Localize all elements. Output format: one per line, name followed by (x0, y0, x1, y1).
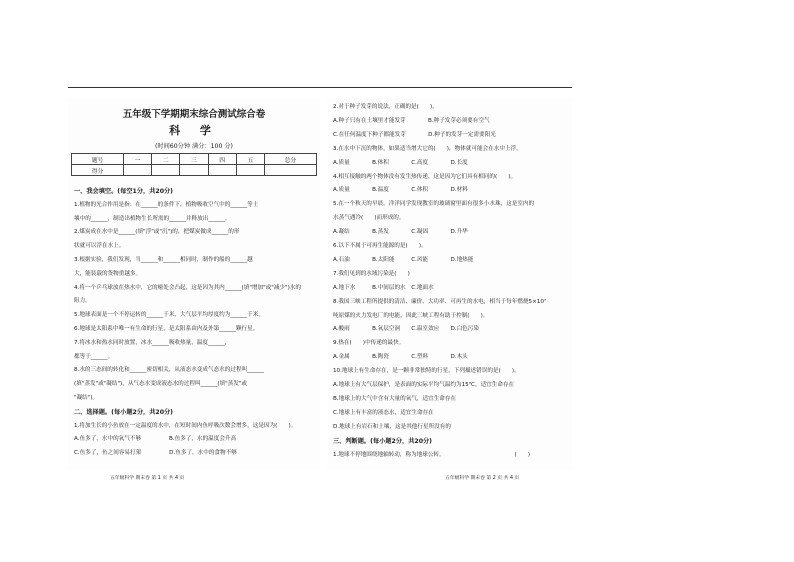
score-cell (208, 165, 236, 176)
question-line: 7.将冰水和热水同时放置，冰水______吸收热量，温度______， (74, 339, 231, 346)
question-line: 1.地球不停地围绕地轴转动，称为地球公转。 ( ) (333, 451, 531, 458)
question-line: 吨原煤的火力发电厂的电能，因此三峡工程有助于控制( )。 (333, 312, 489, 319)
question-line: 3.在水中下沉的物体，如果适当增大它的( )，物体就可能会在水中上浮。 (333, 145, 522, 152)
score-cell (152, 165, 180, 176)
time-info: (时间60分钟 满分：100 分) (155, 143, 233, 150)
question-line: 二、选择题。(每小题2分，共20分) (74, 408, 174, 416)
question-line: 5.地球表面是一个不停运转的______千米，大气层平均厚度约为______千米。 (74, 312, 264, 319)
subject-title: 科 学 (169, 124, 219, 137)
question-line: 8.水的三态间的转化和______密切相关，从液态水变成气态水的过程叫______ (74, 367, 264, 374)
question-line: 1.植物的光合作用是指：在______的条件下，植物吸收空气中的______等土 (74, 201, 259, 208)
question-line: A.质量 B.温度 C.体积 D.材料 (333, 187, 468, 194)
top-rule (68, 87, 572, 88)
footer-left: 五年级科学 期末卷 第 1 页 共 4 页 (110, 476, 185, 481)
question-line: A.石油 B.太阳能 C.风能 D.地热能 (333, 256, 474, 263)
question-line: 阻力。 (74, 298, 91, 305)
question-line: 大，能装载的货物重越多。 (74, 270, 142, 277)
question-line: 9.热在( )中传递的最快。 (333, 340, 405, 347)
question-line: 1.将加生长的小鱼放在一定温度的水中，在短时间内鱼呼吸次数会增多，这是因为( )。 (74, 422, 297, 429)
question-line: 6.以下不属于可再生能源的是( )。 (333, 243, 427, 249)
question-line: A.地下水 B.中间层的水 C.地面水 (333, 284, 434, 291)
score-cell: 三 (180, 154, 208, 165)
score-cell (124, 165, 152, 176)
question-line: 10.地球上有生命存在，是一颗非常独特的行星，下列描述错误的是( )。 (333, 368, 520, 375)
question-line: D.地球上有岩石和土壤，这是其他行星所没有的 (333, 423, 451, 430)
score-table (71, 153, 317, 176)
question-line: A.酸雨 B.氧层空洞 C.温室效应 D.白色污染 (333, 326, 479, 333)
score-cell: 二 (152, 154, 180, 165)
question-line: 水蒸气遇冷( )而形成的。 (333, 215, 405, 222)
question-line: 5.在一个秋天的早晨，洋洋同学发现教室的玻璃窗里面有很多小水珠，这是室内的 (333, 201, 535, 208)
score-cell: 总分 (264, 154, 316, 165)
question-line: 6.地球是太阳系中唯一有生命的行星，是太阳系由内及外第______颗行星。 (74, 326, 259, 332)
footer-right: 五年级科学 期末卷 第 2 页 共 4 页 (445, 476, 520, 481)
exam-title: 五年级下学期期末综合测试综合卷 (122, 109, 266, 120)
question-line: 4.将一个乒乓球放在热水中，它的瘪处会凸起，这是因为其内______(填"增加"或"减少")水的 (74, 284, 301, 291)
question-line: (填"蒸发"或"凝结")，从气态水变成液态水的过程叫______(填"蒸发"或 (74, 381, 248, 388)
question-line: A.凝结 B.蒸发 C.凝固 D.升华 (333, 229, 468, 236)
question-line: A.种子只有在土壤里才能发芽 B.种子发芽必须要有空气 (333, 117, 490, 124)
question-line: 都等于______。 (74, 353, 114, 360)
question-line: C.在任何温度下种子都能发芽 D.种子的发芽一定需要阳光 (333, 131, 496, 138)
question-line: 状就可以浮在水上。 (74, 243, 125, 250)
question-line: C.鱼多了，鱼之间容易打架 D.鱼多了，水中的食物不够 (74, 450, 237, 457)
question-line: 8.我国三峡工程所提供的清洁、廉价、大功率、可再生的水电，相当于每年燃烧5×10⁷ (333, 298, 547, 305)
score-cell (236, 165, 264, 176)
question-line: B.地球上的大气中含有大量的氧气，适宜生命存在 (333, 395, 457, 402)
score-cell (264, 165, 316, 176)
question-line: 3.根据实验，我们发现，当______和______相同时，制作的船的______越 (74, 257, 253, 263)
question-line: 三、判断题。(每小题2分，共20分) (333, 437, 433, 445)
score-cell: 一 (124, 154, 152, 165)
exam-page-left (68, 98, 320, 470)
question-line: A.金属 B.陶瓷 C.塑料 D.木头 (333, 354, 468, 361)
question-line: 一、我会填空。(每空1分，共20分) (74, 188, 174, 195)
question-line: 2.对于种子发芽的说法，正确的是( )。 (333, 104, 438, 110)
question-line: A.质量 B.体积 C.高度 D.长度 (333, 159, 468, 166)
score-cell: 四 (208, 154, 236, 165)
exam-page-right (327, 98, 572, 470)
score-cell: 五 (236, 154, 264, 165)
score-table-score-row (72, 165, 317, 176)
question-line: 4.相互接触的两个物体没有发生热传递，这是因为它们具有相同的( )。 (333, 173, 517, 180)
score-cell: 题号 (72, 154, 124, 165)
score-cell (180, 165, 208, 176)
score-cell: 得分 (72, 165, 124, 176)
score-table-header-row (72, 154, 317, 165)
question-line: C.地球上有丰富的液态水，适宜生命存在 (333, 409, 434, 416)
question-line: "凝结")。 (74, 395, 99, 401)
question-line: 2.煤炭成在水中是______(填"浮"或"沉")的，把煤炭做成______的形 (74, 229, 240, 236)
question-line: 7.我们见到的水域污染是( ) (333, 270, 410, 277)
question-line: A.地球上有大气层保护，是表面的实际平均气温约为15℃，适宜生命存在 (333, 382, 515, 388)
question-line: A.鱼多了，水中的氧气不够 B.鱼多了，水的温度会升高 (74, 436, 237, 443)
question-line: 壤中的______，制造出植物生长所需的______并释放出______。 (74, 215, 231, 222)
